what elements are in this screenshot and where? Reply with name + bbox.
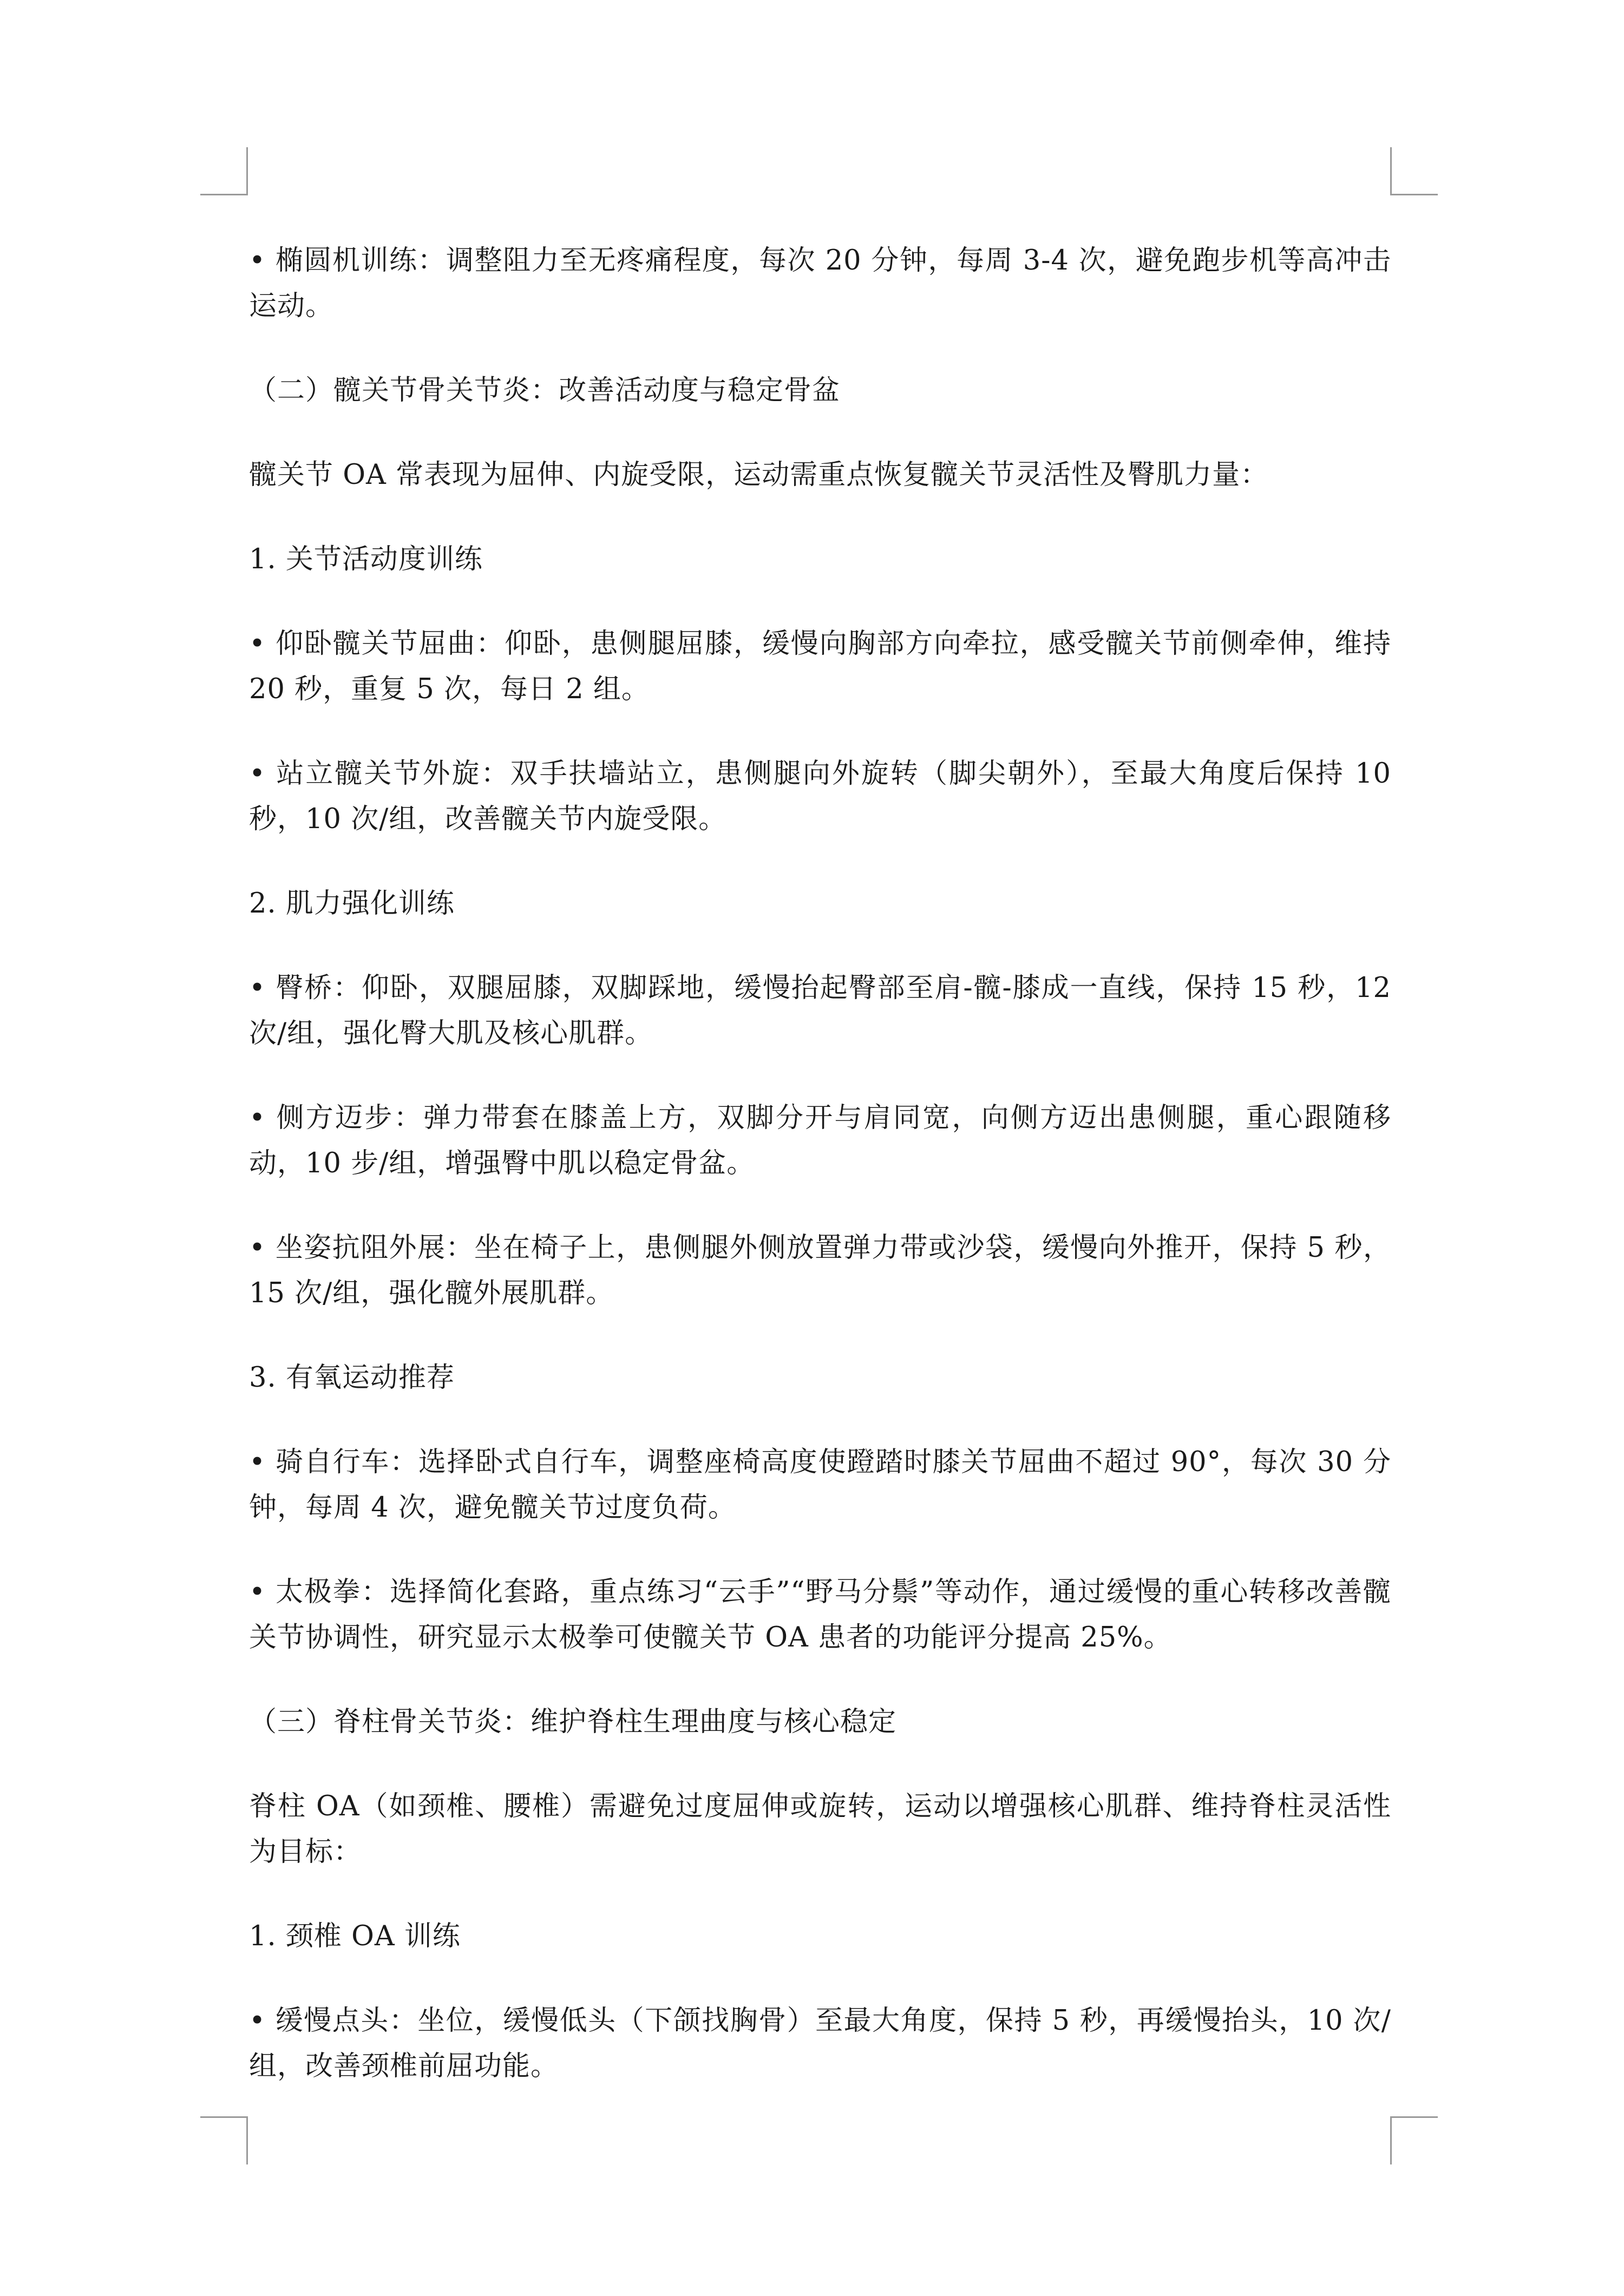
spine-oa-intro: 脊柱 OA（如颈椎、腰椎）需避免过度屈伸或旋转，运动以增强核心肌群、维持脊柱灵活性为目标：: [249, 1790, 1391, 1868]
crop-mark-bottom-right: [1390, 2116, 1392, 2164]
bullet-slow-nodding: • 缓慢点头：坐位，缓慢低头（下颌找胸骨）至最大角度，保持 5 秒，再缓慢抬头，10 次/组，改善颈椎前屈功能。: [249, 2005, 1391, 2082]
bullet-supine-hip-flexion: • 仰卧髋关节屈曲：仰卧，患侧腿屈膝，缓慢向胸部方向牵拉，感受髋关节前侧牵伸，维持 20 秒，重复 5 次，每日 2 组。: [249, 628, 1391, 705]
bullet-glute-bridge: • 臀桥：仰卧，双腿屈膝，双脚踩地，缓慢抬起臀部至肩-髋-膝成一直线，保持 15 秒，12 次/组，强化臀大肌及核心肌群。: [249, 972, 1391, 1049]
subheading-cervical-oa-training: 1. 颈椎 OA 训练: [249, 1920, 461, 1952]
bullet-tai-chi: • 太极拳：选择简化套路，重点练习“云手”“野马分鬃”等动作，通过缓慢的重心转移改善髋关节协调性，研究显示太极拳可使髋关节 OA 患者的功能评分提高 25%。: [249, 1576, 1391, 1654]
bullet-lateral-step: • 侧方迈步：弹力带套在膝盖上方，双脚分开与肩同宽，向侧方迈出患侧腿，重心跟随移动，10 步/组，增强臀中肌以稳定骨盆。: [249, 1102, 1391, 1179]
hip-oa-intro: 髋关节 OA 常表现为屈伸、内旋受限，运动需重点恢复髋关节灵活性及臀肌力量：: [249, 459, 1269, 491]
crop-mark-top-left: [200, 194, 248, 195]
section-heading-spine-oa: （三）脊柱骨关节炎：维护脊柱生理曲度与核心稳定: [249, 1706, 897, 1738]
subheading-range-of-motion: 1. 关节活动度训练: [249, 543, 483, 575]
crop-mark-bottom-right: [1390, 2116, 1438, 2118]
subheading-strength-training: 2. 肌力强化训练: [249, 888, 455, 920]
bullet-seated-resisted-abduction: • 坐姿抗阻外展：坐在椅子上，患侧腿外侧放置弹力带或沙袋，缓慢向外推开，保持 5 秒，15 次/组，强化髋外展肌群。: [249, 1232, 1391, 1309]
crop-mark-top-left: [246, 147, 248, 195]
subheading-aerobic-exercise: 3. 有氧运动推荐: [249, 1362, 455, 1394]
crop-mark-bottom-left: [246, 2116, 248, 2164]
page-content: [249, 238, 1391, 2089]
bullet-cycling: • 骑自行车：选择卧式自行车，调整座椅高度使蹬踏时膝关节屈曲不超过 90°，每次 30 分钟，每周 4 次，避免髋关节过度负荷。: [249, 1446, 1391, 1524]
bullet-elliptical-training: • 椭圆机训练：调整阻力至无疼痛程度，每次 20 分钟，每周 3-4 次，避免跑步机等高冲击运动。: [249, 245, 1391, 322]
section-heading-hip-oa: （二）髋关节骨关节炎：改善活动度与稳定骨盆: [249, 375, 841, 406]
bullet-standing-hip-external-rotation: • 站立髋关节外旋：双手扶墙站立，患侧腿向外旋转（脚尖朝外），至最大角度后保持 10 秒，10 次/组，改善髋关节内旋受限。: [249, 758, 1391, 835]
crop-mark-top-right: [1390, 147, 1392, 195]
crop-mark-top-right: [1390, 194, 1438, 195]
crop-mark-bottom-left: [200, 2116, 248, 2118]
